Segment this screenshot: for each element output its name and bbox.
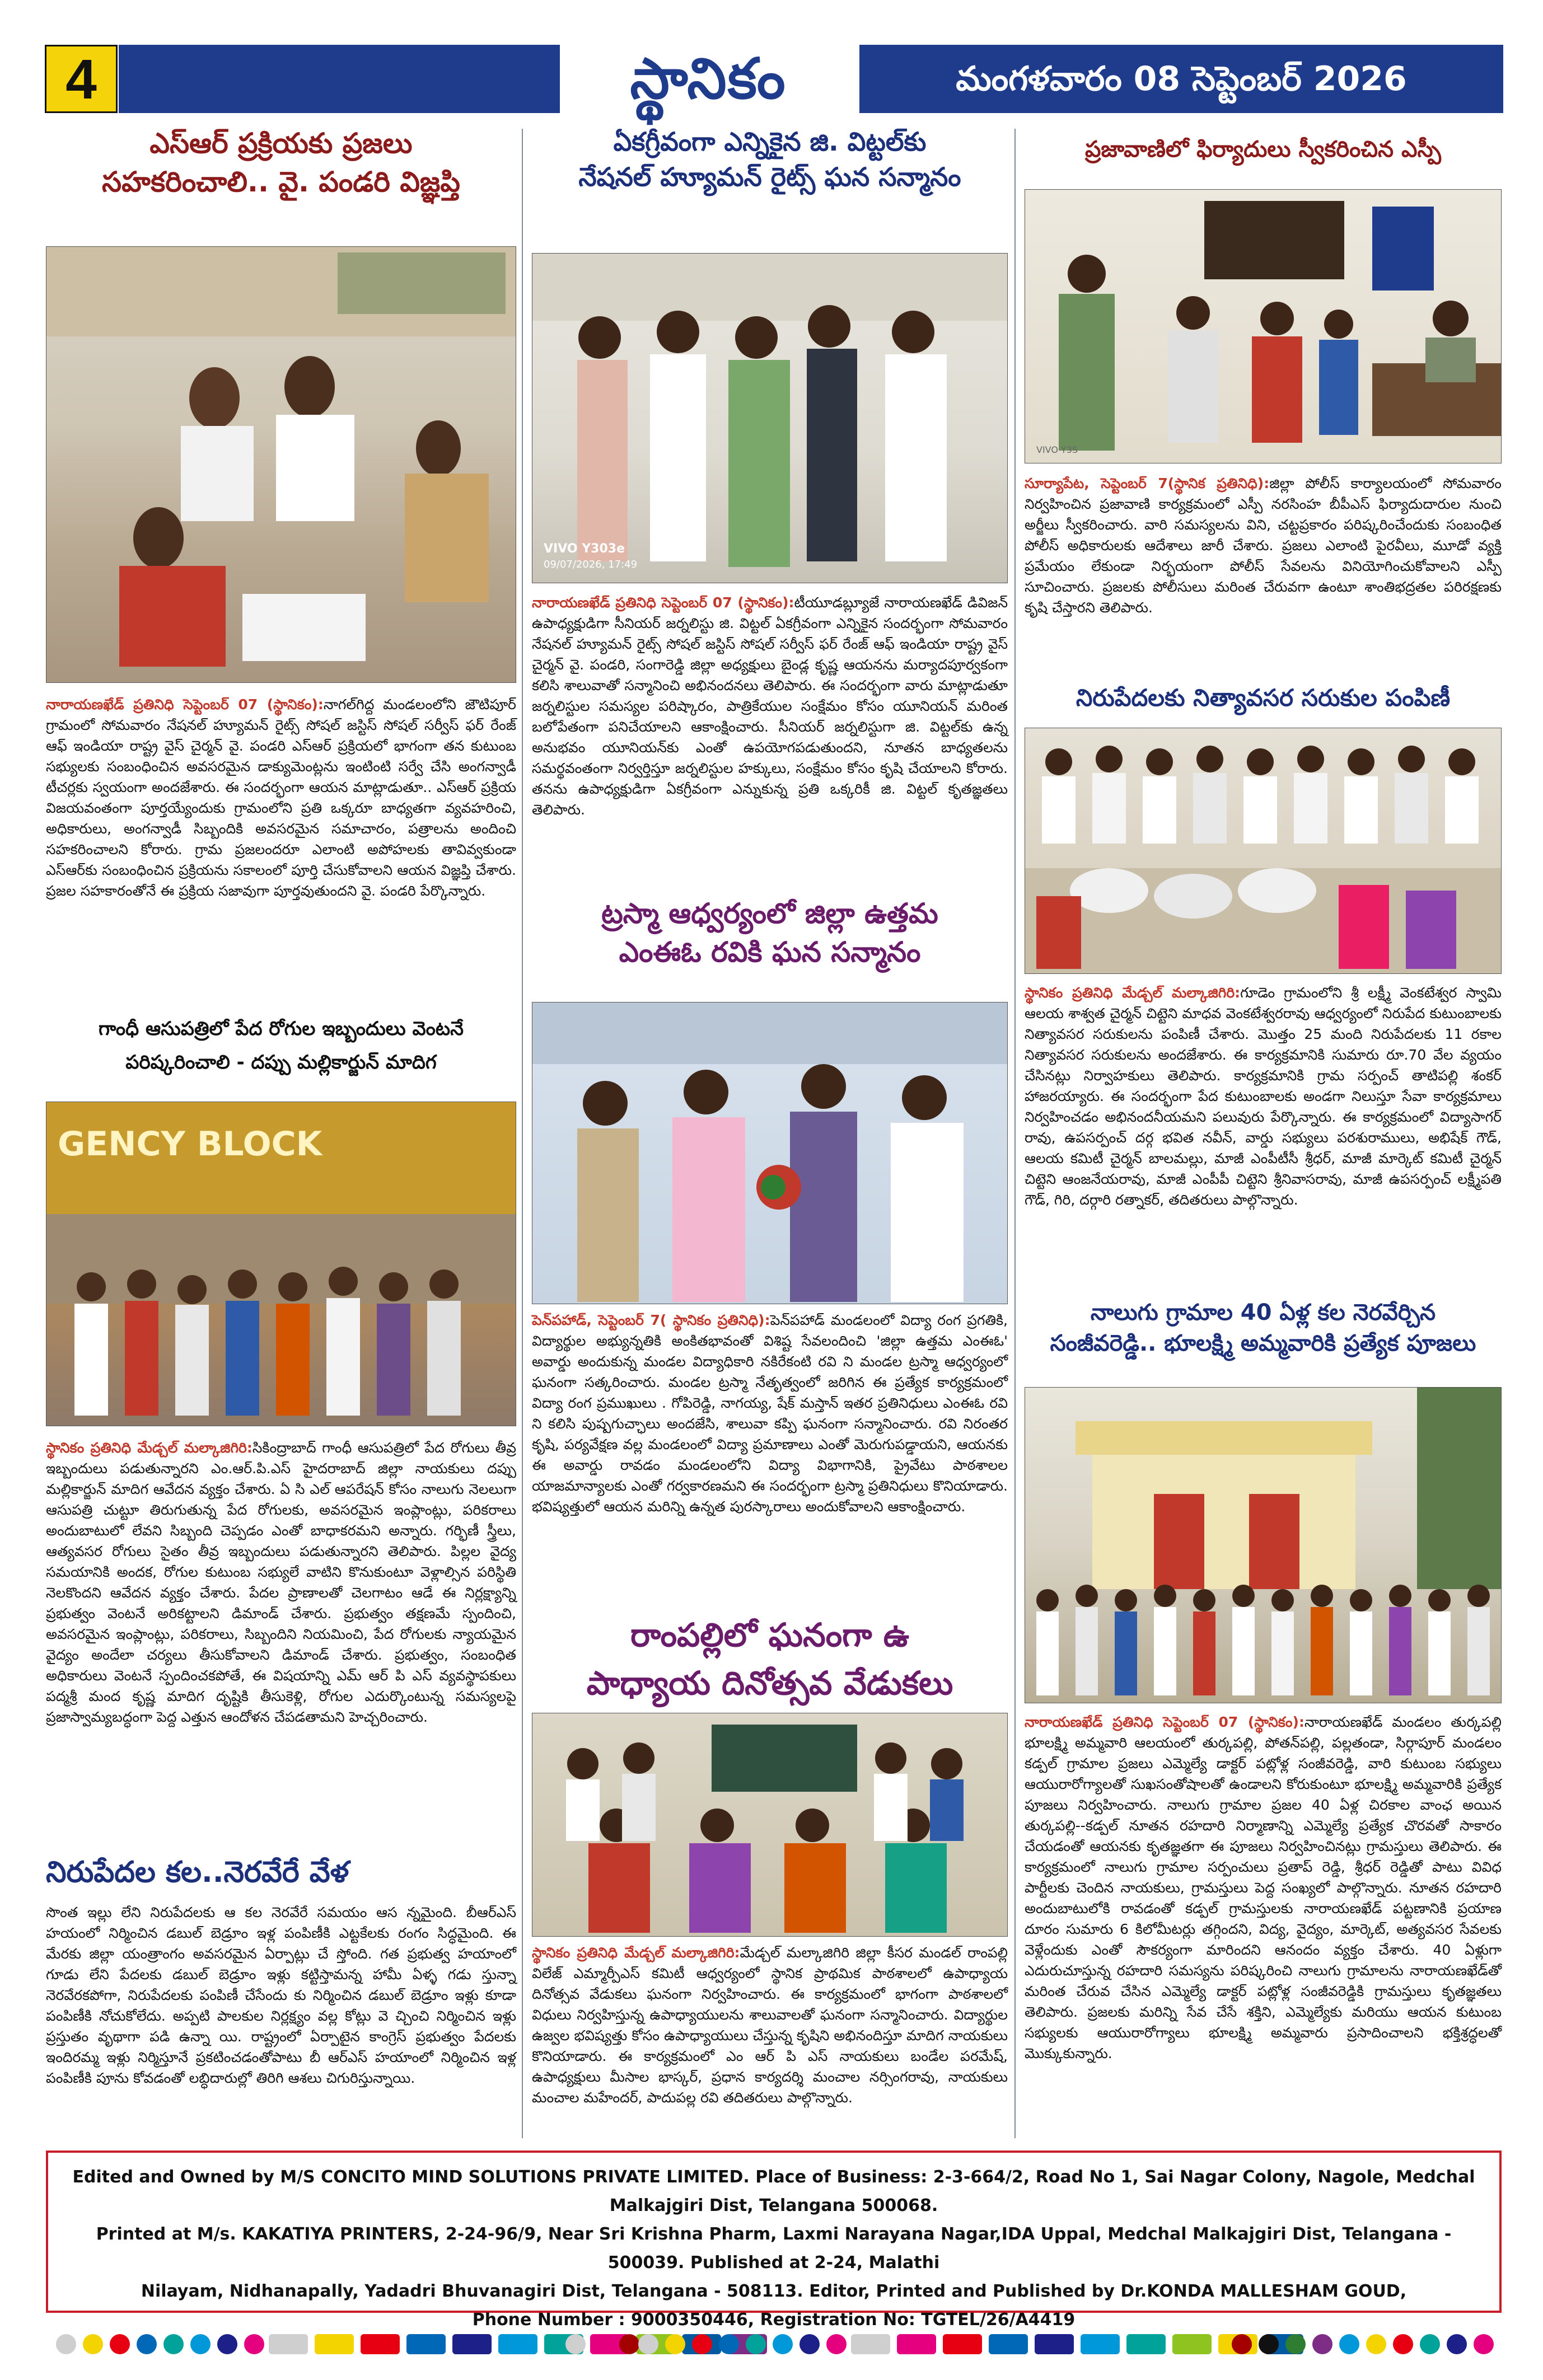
photo xyxy=(1025,728,1502,974)
imprint-box xyxy=(46,2151,1502,2330)
registration-block xyxy=(361,2334,400,2354)
registration-dot xyxy=(110,2334,130,2354)
article-body xyxy=(532,1942,1008,2138)
registration-dot xyxy=(773,2334,793,2354)
page-number: 4 xyxy=(45,45,118,113)
headline-line: నాలుగు గ్రామాల 40 ఏళ్ల కల నెరవేర్చిన xyxy=(1090,1300,1436,1325)
article-body xyxy=(46,1902,516,2137)
photo xyxy=(46,246,516,683)
masthead-logo: స్థానికం xyxy=(630,46,787,111)
photo-stamp: VIVO Y3S xyxy=(1036,444,1078,455)
registration-dot xyxy=(565,2334,586,2354)
registration-block xyxy=(897,2334,936,2354)
registration-block xyxy=(406,2334,446,2354)
photo xyxy=(532,1713,1008,1937)
registration-dot xyxy=(1393,2334,1413,2354)
dateline: నారాయణఖేడ్ ప్రతినిధి సెప్టెంబర్ 07 (స్థానికం): xyxy=(46,696,324,713)
registration-dot xyxy=(217,2334,237,2354)
headline: నిరుపేదలకు నిత్యావసర సరుకుల పంపిణీ xyxy=(1076,684,1451,711)
photo xyxy=(1025,189,1502,463)
article-body xyxy=(46,1437,516,1857)
registration-dot xyxy=(1420,2334,1440,2354)
photo xyxy=(46,1102,516,1426)
article-body xyxy=(46,694,516,996)
article-body xyxy=(532,592,1008,894)
dateline: నారాయణఖేడ్ ప్రతినిధి సెప్టెంబర్ 07 (స్థానికం): xyxy=(532,594,794,611)
registration-dot xyxy=(163,2334,184,2354)
article-text: నారాయణఖేడ్ మండలం తుర్కపల్లి భూలక్ష్మి అమ్మవారి ఆలయంలో తుర్కపల్లి, పోతన్‌పల్లి, పల్లతండా, సిర్గాపూర్ మండలం కడ్పల్ గ్రామాల ప్రజలు ఎమ్మెల్యే డాక్టర్ పట్లోళ్ల సంజీవరెడ్డి, వారి కుటుంబ సభ్యులు ఆయురారోగ్యాలతో సుఖసంతోషాలతో ఉండాలని కోరుకుంటూ భూలక్ష్మి అమ్మవారికి ప్రత్యేక పూజలు నిర్వహించారు. నాలుగు గ్రామాల ప్రజల 40 ఏళ్ల చిరకాల వాంఛ అయిన తుర్కపల్లి--కడ్పల్ నూతన రహదారి నిర్మాణాన్ని ఎమ్మెల్యే ప్రత్యేక చొరవతో సాకారం చేయడంతో ఆయనకు కృతజ్ఞతగా ఈ పూజలు నిర్వహించినట్లు గ్రామస్తులు తెలిపారు. ఈ కార్యక్రమంలో నాలుగు గ్రామాల సర్పంచులు ప్రతాప్ రెడ్డి, శ్రీధర్ రెడ్డితో పాటు వివిధ పార్టీలకు చెందిన నాయకులు, గ్రామస్తులు పెద్ద సంఖ్యలో పాల్గొన్నారు. నూతన రహదారి అందుబాటులోకి రావడంతో కడ్పల్ గ్రామస్తులకు నారాయణఖేడ్ పట్టణానికి ప్రయాణ దూరం సుమారు 6 కిలోమీటర్లు తగ్గిందని, విద్య, వైద్యం, మార్కెట్, అత్యవసర సేవలకు వెళ్లేందుకు ఎంతో సౌకర్యంగా మారిందని ఆనందం వ్యక్తం చేశారు. 40 ఏళ్లుగా ఎదురుచూస్తున్న రహదారి సమస్యను పరిష్కరించి నాలుగు గ్రామాలను నారాయణఖేడ్‌తో మరింత చేరువ చేసిన ఎమ్మెల్యే డాక్టర్ పట్లోళ్ల సంజీవరెడ్డికి గ్రామస్తులు కృతజ్ఞతలు తెలిపారు. ప్రజలకు మరిన్ని సేవ చేసే శక్తిని, ఎమ్మెల్యేకు మరియు ఆయన కుటుంబ సభ్యులకు ఆయురారోగ్యాలు భూలక్ష్మి అమ్మవారు ప్రసాదించాలని భక్తిశ్రద్ధలతో మొక్కుకున్నారు. xyxy=(1025,1714,1502,2062)
headline-line: ట్రస్మా ఆధ్వర్యంలో జిల్లా ఉత్తమ xyxy=(601,897,938,930)
photo-people-icon xyxy=(532,1002,1008,1304)
headline: ప్రజావాణిలో ఫిర్యాదులు స్వీకరించిన ఎస్పీ xyxy=(1084,137,1442,162)
registration-dot xyxy=(665,2334,685,2354)
headline-line: పరిష్కరించాలి - దప్పు మల్లికార్జున్ మాదిగ xyxy=(125,1051,437,1074)
registration-dot xyxy=(1232,2334,1252,2354)
headline xyxy=(532,894,1008,972)
article-body xyxy=(1025,1712,1502,2137)
article-text: సికింద్రాబాద్ గాంధీ ఆసుపత్రిలో పేద రోగులు తీవ్ర ఇబ్బందులు పడుతున్నారని ఎం.ఆర్.పి.ఎస్ హైదరాబాద్ జిల్లా నాయకులు దప్పు మల్లికార్జున్ మాదిగ ఆవేదన వ్యక్తం చేశారు. ఏ సి ఎల్ ఆపరేషన్ కోసం నాలుగు నెలలుగా ఆసుపత్రి చుట్టూ తిరుగుతున్న పేద రోగులకు, అవసరమైన ఇంప్లాంట్లు, పరికరాలు అందుబాటులో లేవని సిబ్బంది చెప్పడం ఎంతో బాధాకరమని అన్నారు. గర్భిణీ స్త్రీలు, ఆత్యవసర రోగులు సైతం తీవ్ర ఇబ్బందులు పడుతున్నారని తెలిపారు. పిల్లల వైద్య సమయానికి అందక, రోగుల కుటుంబ సభ్యులే వాటిని కొనుకుంటూ వెళ్లాల్సిన పరిస్థితి నెలకొందని ఆవేదన వ్యక్తం చేశారు. పేదల ప్రాణాలతో చెలగాటం ఆడే ఈ నిర్లక్ష్యాన్ని ప్రభుత్వం వెంటనే అరికట్టాలని డిమాండ్ చేశారు. ప్రభుత్వం తక్షణమే స్పందించి, అవసరమైన ఇంప్లాంట్లు, పరికరాలు, సిబ్బందిని నియమించి, పేద రోగులకు న్యాయమైన వైద్యం అందేలా చర్యలు తీసుకోవాలని డిమాండ్ చేశారు. ప్రభుత్వం, సంబంధిత అధికారులు వెంటనే స్పందించకపోతే, ఈ విషయాన్ని ఎమ్ ఆర్ పి ఎస్ వ్యవస్థాపకులు పద్మశ్రీ మంద కృష్ణ మాదిగ దృష్టికి తీసుకెళ్లి, రోగుల ఎదుర్కొంటున్న సమస్యలపై ప్రజాస్వామ్యబద్ధంగా పెద్ద ఎత్తున ఆందోళన చేపడతామని హెచ్చరించారు. xyxy=(46,1440,516,1725)
headline-line: సంజీవరెడ్డి.. భూలక్ష్మి అమ్మవారికి ప్రత్యేక పూజలు xyxy=(1050,1330,1476,1357)
article-text: పెన్‌పహాడ్ మండలంలో విద్యా రంగ ప్రగతికి, విద్యార్థుల అభ్యున్నతికి అంకితభావంతో విశిష్ట సేవలందించి 'జిల్లా ఉత్తమ ఎంఈఓ' అవార్డు అందుకున్న మండల విద్యాధికారి నకిరేకంటి రవి ని మండల ట్రస్మా ఆధ్వర్యంలో ఘనంగా సత్కరించారు. మండల ట్రస్మా నేతృత్వంలో జరిగిన ఈ ప్రత్యేక కార్యక్రమంలో విద్యా రంగ ప్రముఖులు . గోపిరెడ్డి, నాగయ్య, షేక్ మస్తాన్ ఇతర ప్రతినిధులు ఎంఈఓ రవి ని కలిసి పుష్పగుచ్ఛాలు అందజేసి, శాలువా కప్పి ఘనంగా సన్మానించారు. రవి నిరంతర కృషి, పర్యవేక్షణ వల్ల మండలంలో విద్యా ప్రమాణాలు ఎంతో మెరుగుపడ్డాయని, ఆయనకు ఈ అవార్డు రావడం మండలంలోని విద్యా విభాగానికి, ప్రైవేటు పాఠశాలల యాజమాన్యాలకు ఎంతో గర్వకారణమని ఈ సందర్భంగా ట్రస్మా ప్రతినిధులు కొనియాడారు. భవిష్యత్తులో ఆయన మరిన్ని ఉన్నత పురస్కారాలు అందుకోవాలని ఆకాంక్షించారు. xyxy=(532,1312,1008,1515)
registration-dot xyxy=(1366,2334,1386,2354)
photo xyxy=(1025,1387,1502,1703)
article-text: నాగల్‌గిద్ద మండలంలోని జౌటిపూర్ గ్రామంలో సోమవారం నేషనల్ హ్యూమన్ రైట్స్ సోషల్ జస్టిస్ సోషల్ సర్వీస్ ఫర్ రేంజ్ ఆఫ్ ఇండియా రాష్ట్ర వైస్ చైర్మన్ వై. పండరి ఎస్ఆర్ ప్రక్రియలో భాగంగా తన కుటుంబ సభ్యులకు సంబంధించిన అవసరమైన డాక్యుమెంట్లను ఇంటింటి సర్వే చేసి అంగన్వాడీ టీచర్లకు స్వయంగా అందజేశారు. ఈ సందర్భంగా ఆయన మాట్లాడుతూ.. ఎస్ఆర్ ప్రక్రియ విజయవంతంగా పూర్తయ్యేందుకు గ్రామంలోని ప్రతి ఒక్కరూ బాధ్యతగా వ్యవహరించి, అధికారులు, అంగన్వాడీ సిబ్బందికి అవసరమైన సమాచారం, పత్రాలను అందించి సహకరించాలని కోరారు. గ్రామ ప్రజలందరూ ఎలాంటి అపోహలకు తావివ్వకుండా ఎస్ఆర్‌కు సంబంధించిన ప్రక్రియను సకాలంలో పూర్తి చేసుకోవాలని ఆయన విజ్ఞప్తి చేశారు. ప్రజల సహకారంతోనే ఈ ప్రక్రియ సజావుగా పూర్తవుతుందని వై. పండరి పేర్కొన్నారు. xyxy=(46,696,517,899)
registration-dot xyxy=(137,2334,157,2354)
imprint-line: Phone Number : 9000350446, Registration No: TGTEL/26/A4419 xyxy=(472,2310,1076,2330)
headline-line: ఏకగ్రీవంగా ఎన్నికైన జి. విట్టల్‌కు xyxy=(613,127,927,157)
registration-block xyxy=(1081,2334,1120,2354)
registration-dot xyxy=(592,2334,612,2354)
registration-dot xyxy=(190,2334,211,2354)
registration-dot xyxy=(692,2334,712,2354)
registration-dot xyxy=(1312,2334,1332,2354)
registration-dot xyxy=(1285,2334,1306,2354)
article-text: మేడ్చల్ మల్కాజిగిరి జిల్లా కీసర మండల్ రాంపల్లి విలేజ్ ఎమ్మార్పీఎస్ కమిటీ ఆధ్వర్యంలో స్థానిక ప్రాథమిక పాఠశాలలో ఉపాధ్యాయ దినోత్సవ వేడుకలు ఘనంగా నిర్వహించారు. ఈ కార్యక్రమంలో భాగంగా పాఠశాలలో విధులు నిర్వహిస్తున్న ఉపాధ్యాయులను శాలువాలతో ఘనంగా సన్మానించారు. విద్యార్థుల ఉజ్వల భవిష్యత్తు కోసం ఉపాధ్యాయులు చేస్తున్న కృషిని అభినందిస్తూ మాదిగ నాయకులు కొనియాడారు. ఈ కార్యక్రమంలో ఎం ఆర్ పి ఎస్ నాయకులు బండేల పరమేష్, ఉపాధ్యక్షులు మీసాల భాస్కర్, ప్రధాన కార్యదర్శి మంచాల నర్సింగరావు, నాయకులు మంచాల మహేందర్, పాదుపల్ల రవి తదితరులు పాల్గొన్నారు. xyxy=(532,1945,1008,2106)
registration-dot xyxy=(1474,2334,1494,2354)
imprint-line: Edited and Owned by M/S CONCITO MIND SOLUTIONS PRIVATE LIMITED. Place of Business: 2-3-664/2, Road No 1, Sai Nagar Colony, Nagole, Medchal Malkajgiri Dist, Telangana 500068. xyxy=(72,2167,1475,2215)
photo-people-icon xyxy=(532,254,1008,583)
registration-dot xyxy=(719,2334,739,2354)
registration-dot xyxy=(244,2334,264,2354)
registration-block xyxy=(989,2334,1028,2354)
article-body xyxy=(1025,982,1502,1296)
headline xyxy=(46,1012,516,1079)
headline xyxy=(532,1611,1008,1707)
dateline: నారాయణఖేడ్ ప్రతినిధి సెప్టెంబర్ 07 (స్థానికం): xyxy=(1025,1714,1304,1730)
headline: నిరుపేదల కల..నెరవేరే వేళ xyxy=(46,1856,349,1889)
registration-block xyxy=(269,2334,308,2354)
headline-line: నేషనల్ హ్యూమన్ రైట్స్ ఘన సన్మానం xyxy=(578,162,961,193)
article-text: గూడెం గ్రామంలోని శ్రీ లక్ష్మీ వెంకటేశ్వర స్వామి ఆలయ శాశ్వత చైర్మన్ చిట్టెని మాధవ వెంకటేశ్వరరావు ఆధ్వర్యంలో నిరుపేద కుటుంబాలకు నిత్యావసర సరుకులను పంపిణీ చేశారు. మొత్తం 25 మంది నిరుపేదలకు 11 రకాల నిత్యావసర సరుకులను అందజేశారు. ఈ కార్యక్రమానికి సుమారు రూ.70 వేల వ్యయం చేసినట్లు నిర్వాహకులు తెలిపారు. కార్యక్రమానికి గ్రామ సర్పంచ్ తాటిపల్లి శంకర్ హాజరయ్యారు. ఈ సందర్భంగా పేద కుటుంబాలకు అండగా నిలుస్తూ సేవా కార్యక్రమాలు నిర్వహించడం అభినందనీయమని పలువురు పేర్కొన్నారు. ఈ కార్యక్రమంలో విద్యాసాగర్ రావు, ఉపసర్పంచ్ దర్గ భవిత నవీన్, వార్డు సభ్యులు పరశురాములు, అభిషేక్ గౌడ్, ఆలయ కమిటీ చైర్మన్ బాలమల్లు, మాజీ ఎంపీటీసీ శ్రీధర్, మాజీ మార్కెట్ కమిటీ చైర్మన్ చిట్టెని ఆంజనేయరావు, మాజీ ఎంపీపీ చిట్టెని శ్రీనివాసరావు, మాజీ ఉపసర్పంచ్ లక్ష్మీపతి గౌడ్, గిరి, దర్గారి రత్నాకర్, తదితరులు పాల్గొన్నారు. xyxy=(1025,985,1502,1208)
registration-dot xyxy=(56,2334,76,2354)
photo xyxy=(532,1002,1008,1304)
headline xyxy=(1025,1297,1502,1359)
headline-line: పాధ్యాయ దినోత్సవ వేడుకలు xyxy=(586,1664,953,1702)
issue-date: మంగళవారం 08 సెప్టెంబర్ 2026 xyxy=(956,59,1407,99)
dateline: సూర్యాపేట, సెప్టెంబర్ 7(స్థానిక ప్రతినిధి): xyxy=(1025,475,1270,491)
registration-dot xyxy=(619,2334,639,2354)
registration-block xyxy=(1172,2334,1212,2354)
photo-sign: GENCY BLOCK xyxy=(58,1125,322,1164)
column-rule xyxy=(522,129,523,2138)
registration-dot xyxy=(826,2334,847,2354)
headline-line: ఎస్ఆర్ ప్రక్రియకు ప్రజలు xyxy=(149,127,413,160)
photo-stamp: VIVO Y303e xyxy=(544,542,625,556)
dateline: స్థానికం ప్రతినిధి మేడ్చల్ మల్కాజిగిరి: xyxy=(532,1945,740,1961)
dateline: పెన్‌పహాడ్, సెప్టెంబర్ 7( స్థానికం ప్రతినిధి): xyxy=(532,1312,770,1328)
photo-temple-crowd-icon xyxy=(1025,1388,1502,1703)
registration-block xyxy=(1035,2334,1074,2354)
photo-crowd-icon xyxy=(46,1102,516,1426)
registration-dot xyxy=(746,2334,766,2354)
registration-block xyxy=(851,2334,890,2354)
registration-block xyxy=(315,2334,354,2354)
headline-line: గాంధీ ఆసుపత్రిలో పేద రోగుల ఇబ్బందులు వెంటనే xyxy=(98,1018,464,1040)
registration-block xyxy=(498,2334,537,2354)
dateline: స్థానికం ప్రతినిధి మేడ్చల్ మల్కాజిగిరి: xyxy=(46,1440,253,1456)
column-rule xyxy=(1014,129,1016,2138)
photo-group-icon xyxy=(532,1713,1008,1937)
headline xyxy=(46,124,516,202)
registration-dot xyxy=(1447,2334,1467,2354)
headline-line: ఎంఈఓ రవికి ఘన సన్మానం xyxy=(619,936,921,968)
article-body xyxy=(532,1310,1008,1601)
dateline: స్థానికం ప్రతినిధి మేడ్చల్ మల్కాజిగిరి: xyxy=(1025,985,1241,1001)
article-text: జిల్లా పోలీస్ కార్యాలయంలో సోమవారం నిర్వహించిన ప్రజావాణి కార్యక్రమంలో ఎస్పీ నరసింహ బీపీఎస్ ఫిర్యాదుదారుల నుంచి అర్జీలు స్వీకరించారు. వారి సమస్యలను విని, చట్టప్రకారం పరిష్కరించేందుకు సంబంధిత పోలీస్ అధికారులకు ఆదేశాలు జారీ చేశారు. ప్రజలు ఎలాంటి పైరవీలు, మూడో వ్యక్తి ప్రమేయం లేకుండా నిర్భయంగా పోలీస్ సేవలను వినియోగించుకోవాలని ఎస్పీ సూచించారు. ప్రజలకు పోలీసులు మరింత చేరువగా ఉంటూ శాంతిభద్రతల పరిరక్షణకు కృషి చేస్తారని తెలిపారు. xyxy=(1025,475,1502,616)
headline xyxy=(532,124,1008,195)
headline-line: సహకరించాలి.. వై. పండరి విజ్ఞప్తి xyxy=(102,166,460,198)
imprint-line: Nilayam, Nidhanapally, Yadadri Bhuvanagiri Dist, Telangana - 508113. Editor, Printed and Published by Dr.KONDA MALLESHAM GOUD, xyxy=(141,2281,1407,2301)
headline-line: రాంపల్లిలో ఘనంగా ఉ xyxy=(630,1616,910,1654)
registration-block xyxy=(452,2334,492,2354)
photo-office-icon xyxy=(1025,190,1502,463)
photo-timestamp: 09/07/2026, 17:49 xyxy=(544,559,638,570)
article-body xyxy=(1025,473,1502,660)
article-text: సొంత ఇల్లు లేని నిరుపేదలకు ఆ కల నెరవేరే సమయం ఆస న్నమైంది. బీఆర్ఎస్ హయంలో నిర్మించిన డబుల్ బెడ్రూం ఇళ్ల పంపిణీకి ఎట్టకేలకు రంగం సిద్ధమైంది. ఈ మేరకు జిల్లా యంత్రాంగం అవసరమైన ఏర్పాట్లు చే స్తోంది. గత ప్రభుత్వ హయాంలో గూడు లేని పేదలకు డబుల్ బెడ్రూం ఇళ్లు కట్టిస్తామన్న హామీ ఏళ్ళ గడు స్తున్నా నెరవేరకపోగా, నిరుపేదలకు పంపిణీ చేసేందు కు నిర్మించిన డబుల్ బెడ్రూం ఇళ్లు కూడా పంపిణీకి నోచుకోలేదు. అప్పటి పాలకుల నిర్లక్ష్యం వల్ల కోట్లు వె చ్చించి నిర్మించిన ఇళ్లు ప్రస్తుతం వృథాగా పడి ఉన్నా యి. రాష్ట్రంలో ఏర్పాటైన కాంగ్రెస్ ప్రభుత్వం పేదలకు ఇందిరమ్మ ఇళ్లు నిర్మిస్తూనే ప్రకటించడంతోపాటు బీ ఆర్ఎస్ హయాంలో నిర్మించిన ఇళ్ల పంపిణీకి పూను కోవడంతో లబ్ధిదారుల్లో తిరిగి ఆశలు చిగురిస్తున్నాయి. xyxy=(46,1904,516,2086)
registration-block xyxy=(1126,2334,1166,2354)
registration-dot xyxy=(1259,2334,1279,2354)
imprint-line: Printed at M/s. KAKATIYA PRINTERS, 2-24-96/9, Near Sri Krishna Pharm, Laxmi Narayana Nagar,IDA Uppal, Medchal Malkajgiri Dist, Telangana - 500039. Published at 2-24, Malathi xyxy=(96,2224,1452,2273)
registration-dot xyxy=(1339,2334,1359,2354)
registration-dot xyxy=(799,2334,820,2354)
masthead-bar-left xyxy=(119,45,560,113)
photo-crowd-icon xyxy=(1025,728,1502,974)
registration-block xyxy=(943,2334,982,2354)
photo xyxy=(532,253,1008,583)
photo-people-icon xyxy=(46,247,516,683)
article-text: టీయూడబ్ల్యూజే నారాయణఖేడ్ డివిజన్ ఉపాధ్యక్షుడిగా సీనియర్ జర్నలిస్టు జి. విట్టల్ ఏకగ్రీవంగా ఎన్నికైన సందర్భంగా సోమవారం నేషనల్ హ్యూమన్ రైట్స్ సోషల్ జస్టిస్ సోషల్ సర్వీస్ ఫర్ రేంజ్ ఆఫ్ ఇండియా రాష్ట్ర వైస్ చైర్మన్ వై. పండరి, సంగారెడ్డి జిల్లా అధ్యక్షులు బైండ్ల కృష్ణ ఆయనను మర్యాదపూర్వకంగా కలిసి శాలువాతో సన్మానించి అభినందనలు తెలిపారు. ఈ సందర్భంగా వారు మాట్లాడుతూ జర్నలిస్టుల సమస్యల పరిష్కారం, పాత్రికేయుల సంక్షేమం కోసం యూనియన్ మరింత బలోపేతంగా పనిచేయాలని ఆకాంక్షించారు. సీనియర్ జర్నలిస్టుగా జి. విట్టల్‌కు ఉన్న అనుభవం యూనియన్‌కు ఎంతో ఉపయోగపడుతుందని, నూతన బాధ్యతలను సమర్థవంతంగా నిర్వర్తిస్తూ జర్నలిస్టుల హక్కులు, సంక్షేమం కోసం కృషి చేయాలని కోరారు. తనను ఉపాధ్యక్షుడిగా ఏకగ్రీవంగా ఎన్నుకున్న ప్రతి ఒక్కరికీ జి. విట్టల్ కృతజ్ఞతలు తెలిపారు. xyxy=(532,594,1008,818)
registration-dot xyxy=(83,2334,103,2354)
registration-dot xyxy=(638,2334,658,2354)
